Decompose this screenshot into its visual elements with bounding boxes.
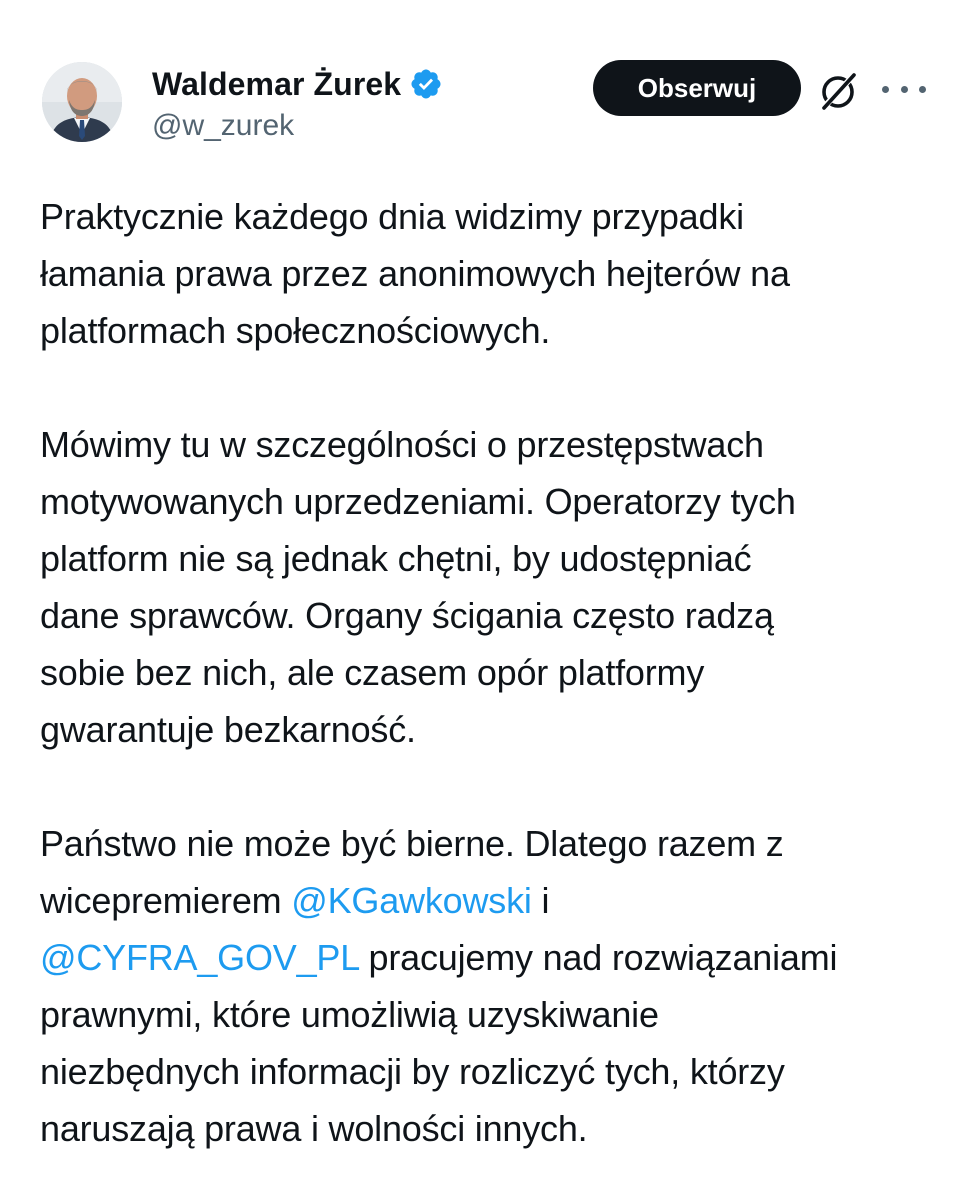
dot-icon	[882, 86, 889, 93]
handle[interactable]: @w_zurek	[152, 109, 295, 142]
verified-badge-icon[interactable]	[409, 67, 443, 101]
text-line: platformach społecznościowych.	[40, 310, 551, 351]
avatar-image	[42, 62, 122, 142]
mention-link-cyfra-gov-pl[interactable]: @CYFRA_GOV_PL	[40, 937, 359, 978]
text-line: Państwo nie może być bierne. Dlatego razem z	[40, 823, 784, 864]
text-line: dane sprawców. Organy ścigania często radzą	[40, 595, 774, 636]
paragraph-2	[40, 416, 930, 758]
paragraph-3	[40, 815, 930, 1157]
follow-button[interactable]: Obserwuj	[593, 60, 801, 116]
author-info	[152, 64, 443, 144]
dot-icon	[919, 86, 926, 93]
text-segment: pracujemy nad rozwiązaniami	[358, 937, 838, 978]
dot-icon	[901, 86, 908, 93]
text-line: gwarantuje bezkarność.	[40, 709, 416, 750]
text-segment: i	[531, 880, 550, 921]
text-line	[40, 929, 930, 986]
text-line: Praktycznie każdego dnia widzimy przypadki	[40, 196, 744, 237]
text-line: naruszają prawa i wolności innych.	[40, 1108, 588, 1149]
text-line: platform nie są jednak chętni, by udostępniać	[40, 538, 752, 579]
text-line: sobie bez nich, ale czasem opór platformy	[40, 652, 705, 693]
name-row	[152, 64, 443, 104]
text-line: Mówimy tu w szczególności o przestępstwach	[40, 424, 764, 465]
avatar[interactable]	[42, 62, 122, 142]
text-line: niezbędnych informacji by rozliczyć tych, którzy	[40, 1051, 785, 1092]
text-line: motywowanych uprzedzeniami. Operatorzy tych	[40, 481, 796, 522]
mention-link-kgawkowski[interactable]: @KGawkowski	[291, 880, 532, 921]
text-line	[40, 872, 930, 929]
grok-icon[interactable]	[816, 68, 862, 114]
paragraph-1	[40, 188, 930, 359]
more-options-icon[interactable]	[882, 76, 926, 102]
tweet-text	[40, 188, 930, 1157]
display-name[interactable]: Waldemar Żurek	[152, 65, 402, 102]
text-line: prawnymi, które umożliwią uzyskiwanie	[40, 994, 659, 1035]
text-line: łamania prawa przez anonimowych hejterów na	[40, 253, 790, 294]
text-segment: wicepremierem	[40, 880, 292, 921]
